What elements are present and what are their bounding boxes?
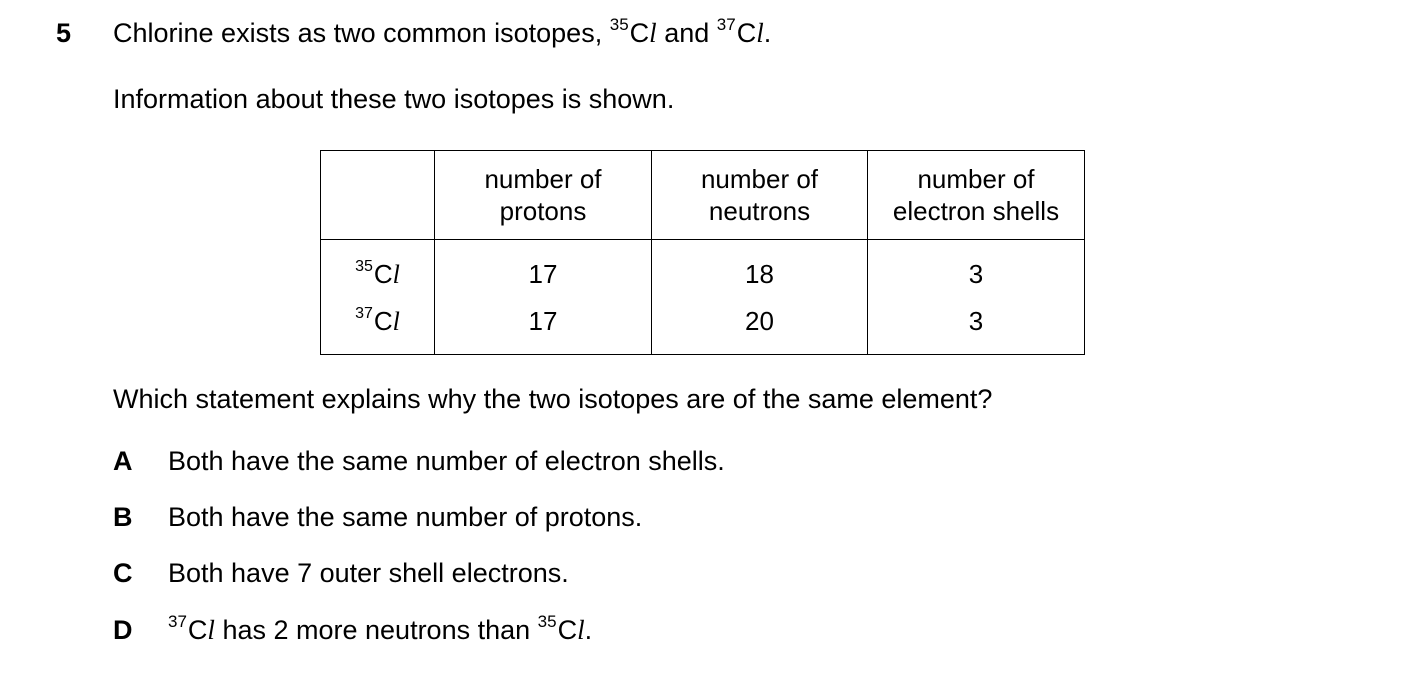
- header-line: number of: [484, 164, 602, 194]
- table-header-row: [321, 151, 1085, 240]
- cell-neutrons: 20: [652, 304, 868, 355]
- isotope-a-mass: 35: [609, 15, 629, 34]
- option-a-letter[interactable]: A: [113, 446, 133, 476]
- option-d-letter[interactable]: D: [113, 615, 133, 645]
- question-number: 5: [56, 18, 72, 48]
- element-c: C: [373, 258, 393, 289]
- element-l: l: [756, 18, 764, 48]
- element-c: C: [187, 615, 208, 645]
- stem-and: and: [664, 18, 710, 48]
- element-l: l: [577, 615, 585, 645]
- header-line: number of: [700, 164, 819, 194]
- option-c-letter[interactable]: C: [113, 558, 133, 588]
- isotope-label: [321, 304, 435, 355]
- header-line: electron shells: [892, 196, 1060, 226]
- stem-end: .: [763, 18, 772, 48]
- option-d-mass-second: 35: [537, 612, 557, 631]
- option-c-text[interactable]: Both have 7 outer shell electrons.: [168, 558, 569, 588]
- isotope-mass: 37: [355, 305, 373, 323]
- isotope-b-symbol: [716, 15, 764, 48]
- element-l: l: [392, 259, 400, 289]
- element-l: l: [392, 307, 400, 336]
- info-text: Information about these two isotopes is shown.: [113, 84, 675, 114]
- header-line: number of: [917, 164, 1035, 194]
- element-c: C: [373, 306, 393, 336]
- element-l: l: [207, 615, 215, 645]
- element-c: C: [736, 18, 757, 48]
- table-header-shells: [868, 151, 1085, 240]
- question-prompt: Which statement explains why the two isotopes are of the same element?: [113, 384, 993, 414]
- element-c: C: [557, 615, 578, 645]
- option-d-end: .: [584, 615, 593, 645]
- isotope-table: [320, 150, 1085, 355]
- option-d-mass-first: 37: [168, 612, 187, 631]
- cell-protons: 17: [435, 304, 652, 355]
- question-stem: [113, 15, 772, 49]
- option-a-text[interactable]: Both have the same number of electron shells.: [168, 446, 725, 476]
- option-d-text[interactable]: [168, 612, 593, 646]
- cell-shells: 3: [868, 304, 1085, 355]
- table-header-empty: [321, 151, 435, 240]
- table-row: [321, 240, 1085, 305]
- isotope-b-mass: 37: [716, 15, 736, 34]
- isotope-mass: 35: [355, 257, 373, 275]
- header-line: protons: [499, 196, 587, 226]
- table-header-protons: [435, 151, 652, 240]
- option-b-letter[interactable]: B: [113, 502, 133, 532]
- table-row: [321, 304, 1085, 355]
- table-header-neutrons: [652, 151, 868, 240]
- stem-prefix: Chlorine exists as two common isotopes,: [113, 18, 603, 48]
- isotope-a-symbol: [609, 15, 657, 48]
- cell-shells: 3: [868, 240, 1085, 305]
- option-d-mid-text: has 2 more neutrons than: [222, 615, 531, 645]
- cell-neutrons: 18: [652, 240, 868, 305]
- cell-protons: 17: [435, 240, 652, 305]
- header-line: neutrons: [708, 196, 811, 226]
- element-l: l: [649, 18, 657, 48]
- isotope-label: [321, 240, 435, 305]
- element-c: C: [629, 18, 650, 48]
- option-b-text[interactable]: Both have the same number of protons.: [168, 502, 643, 532]
